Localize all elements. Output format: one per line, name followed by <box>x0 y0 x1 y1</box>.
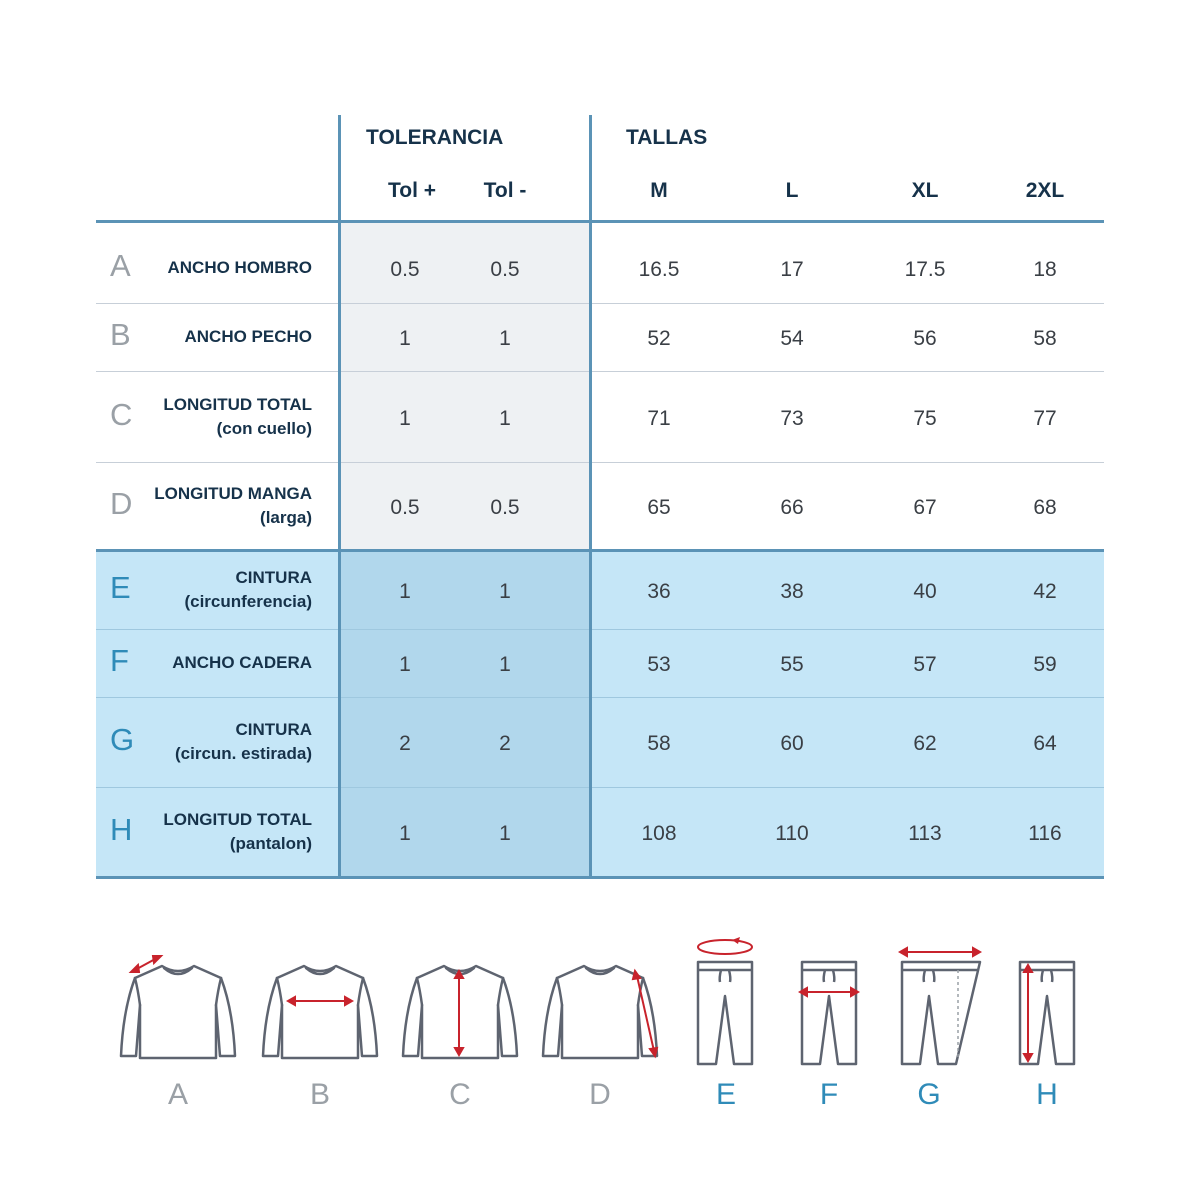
size-2xl-cell: 116 <box>1028 822 1062 845</box>
figure-label-a: A <box>167 1078 188 1111</box>
tol-plus-cell: 2 <box>399 732 411 755</box>
size-m-cell: 52 <box>647 327 671 350</box>
row-letter: G <box>110 722 135 757</box>
pants-total-length-icon <box>1014 950 1082 1068</box>
pants-stretched-waist-icon <box>896 940 984 1068</box>
header-rule <box>96 220 1104 223</box>
row-label: LONGITUD TOTAL <box>163 395 312 414</box>
row-letter: C <box>110 397 133 432</box>
row-label: LONGITUD MANGA <box>154 484 312 503</box>
tolerance-header: TOLERANCIA <box>366 126 504 149</box>
row-label: CINTURA <box>235 720 312 739</box>
size-xl-cell: 57 <box>913 653 937 676</box>
row-divider <box>96 697 1104 698</box>
row-divider <box>96 462 1104 463</box>
tol-plus-cell: 0.5 <box>390 258 420 281</box>
size-l-cell: 55 <box>780 653 804 676</box>
tol-minus-cell: 1 <box>499 580 511 603</box>
row-sublabel: (larga) <box>260 508 312 527</box>
bottom-rule <box>96 876 1104 879</box>
row-sublabel: (circunferencia) <box>184 592 312 611</box>
row-divider <box>96 629 1104 630</box>
size-l-cell: 66 <box>780 496 804 519</box>
figure-label-h: H <box>1036 1078 1058 1111</box>
figure-label-e: E <box>715 1078 736 1111</box>
tol-minus-cell: 1 <box>499 327 511 350</box>
row-label: LONGITUD TOTAL <box>163 810 312 829</box>
size-header-xl: XL <box>911 179 939 202</box>
tol-plus-cell: 1 <box>399 653 411 676</box>
size-xl-cell: 17.5 <box>904 258 946 281</box>
row-divider <box>96 303 1104 304</box>
row-label: ANCHO CADERA <box>172 653 312 672</box>
shirt-total-length-icon <box>399 950 521 1062</box>
size-xl-cell: 56 <box>913 327 937 350</box>
size-m-cell: 53 <box>647 653 671 676</box>
tol-minus-cell: 0.5 <box>490 258 520 281</box>
row-letter: E <box>110 570 131 605</box>
row-letter: H <box>110 812 133 847</box>
tol-minus-header: Tol - <box>483 179 527 202</box>
size-m-cell: 16.5 <box>638 258 680 281</box>
pants-waist-circumference-icon <box>692 932 760 1068</box>
row-sublabel: (con cuello) <box>216 419 312 438</box>
row-letter: A <box>110 248 131 283</box>
tol-plus-cell: 0.5 <box>390 496 420 519</box>
size-xl-cell: 67 <box>913 496 937 519</box>
tol-minus-cell: 1 <box>499 407 511 430</box>
tol-minus-cell: 0.5 <box>490 496 520 519</box>
tol-minus-cell: 2 <box>499 732 511 755</box>
shirt-sleeve-length-icon <box>539 950 661 1062</box>
shirt-shoulder-width-icon <box>117 950 239 1062</box>
size-m-cell: 58 <box>647 732 671 755</box>
tol-plus-header: Tol + <box>387 179 437 202</box>
tol-plus-cell: 1 <box>399 580 411 603</box>
tol-plus-cell: 1 <box>399 822 411 845</box>
size-2xl-cell: 18 <box>1033 258 1057 281</box>
size-xl-cell: 62 <box>913 732 937 755</box>
figure-label-c: C <box>449 1078 471 1111</box>
shirt-chest-width-icon <box>259 950 381 1062</box>
size-2xl-cell: 68 <box>1033 496 1057 519</box>
size-l-cell: 60 <box>780 732 804 755</box>
section-rule <box>96 549 1104 552</box>
label-column-rule <box>338 115 341 879</box>
size-l-cell: 38 <box>780 580 804 603</box>
size-2xl-cell: 42 <box>1033 580 1057 603</box>
size-m-cell: 108 <box>641 822 677 845</box>
figure-label-f: F <box>819 1078 839 1111</box>
row-label: ANCHO HOMBRO <box>167 258 312 277</box>
tol-plus-cell: 1 <box>399 407 411 430</box>
size-l-cell: 17 <box>780 258 804 281</box>
sizes-header: TALLAS <box>626 126 708 149</box>
figure-label-g: G <box>917 1078 941 1111</box>
size-l-cell: 110 <box>775 822 809 845</box>
tol-minus-cell: 1 <box>499 653 511 676</box>
figure-label-b: B <box>309 1078 330 1111</box>
tolerance-column-rule <box>589 115 592 879</box>
size-xl-cell: 75 <box>913 407 937 430</box>
size-2xl-cell: 58 <box>1033 327 1057 350</box>
row-letter: B <box>110 317 131 352</box>
row-label: CINTURA <box>235 568 312 587</box>
size-l-cell: 54 <box>780 327 804 350</box>
row-label: ANCHO PECHO <box>184 327 312 346</box>
size-header-m: M <box>650 179 668 202</box>
pants-hip-width-icon <box>796 950 864 1068</box>
size-2xl-cell: 59 <box>1033 653 1057 676</box>
size-header-2xl: 2XL <box>1025 179 1065 202</box>
size-header-l: L <box>785 179 799 202</box>
row-divider <box>96 371 1104 372</box>
size-m-cell: 71 <box>647 407 671 430</box>
row-sublabel: (circun. estirada) <box>175 744 312 763</box>
row-letter: D <box>110 486 133 521</box>
size-xl-cell: 40 <box>913 580 937 603</box>
row-sublabel: (pantalon) <box>229 834 312 853</box>
size-2xl-cell: 77 <box>1033 407 1057 430</box>
size-l-cell: 73 <box>780 407 804 430</box>
row-letter: F <box>110 643 129 678</box>
figure-label-d: D <box>589 1078 611 1111</box>
size-2xl-cell: 64 <box>1033 732 1057 755</box>
tol-minus-cell: 1 <box>499 822 511 845</box>
tol-plus-cell: 1 <box>399 327 411 350</box>
size-xl-cell: 113 <box>908 822 942 845</box>
size-m-cell: 65 <box>647 496 671 519</box>
row-divider <box>96 787 1104 788</box>
size-m-cell: 36 <box>647 580 671 603</box>
